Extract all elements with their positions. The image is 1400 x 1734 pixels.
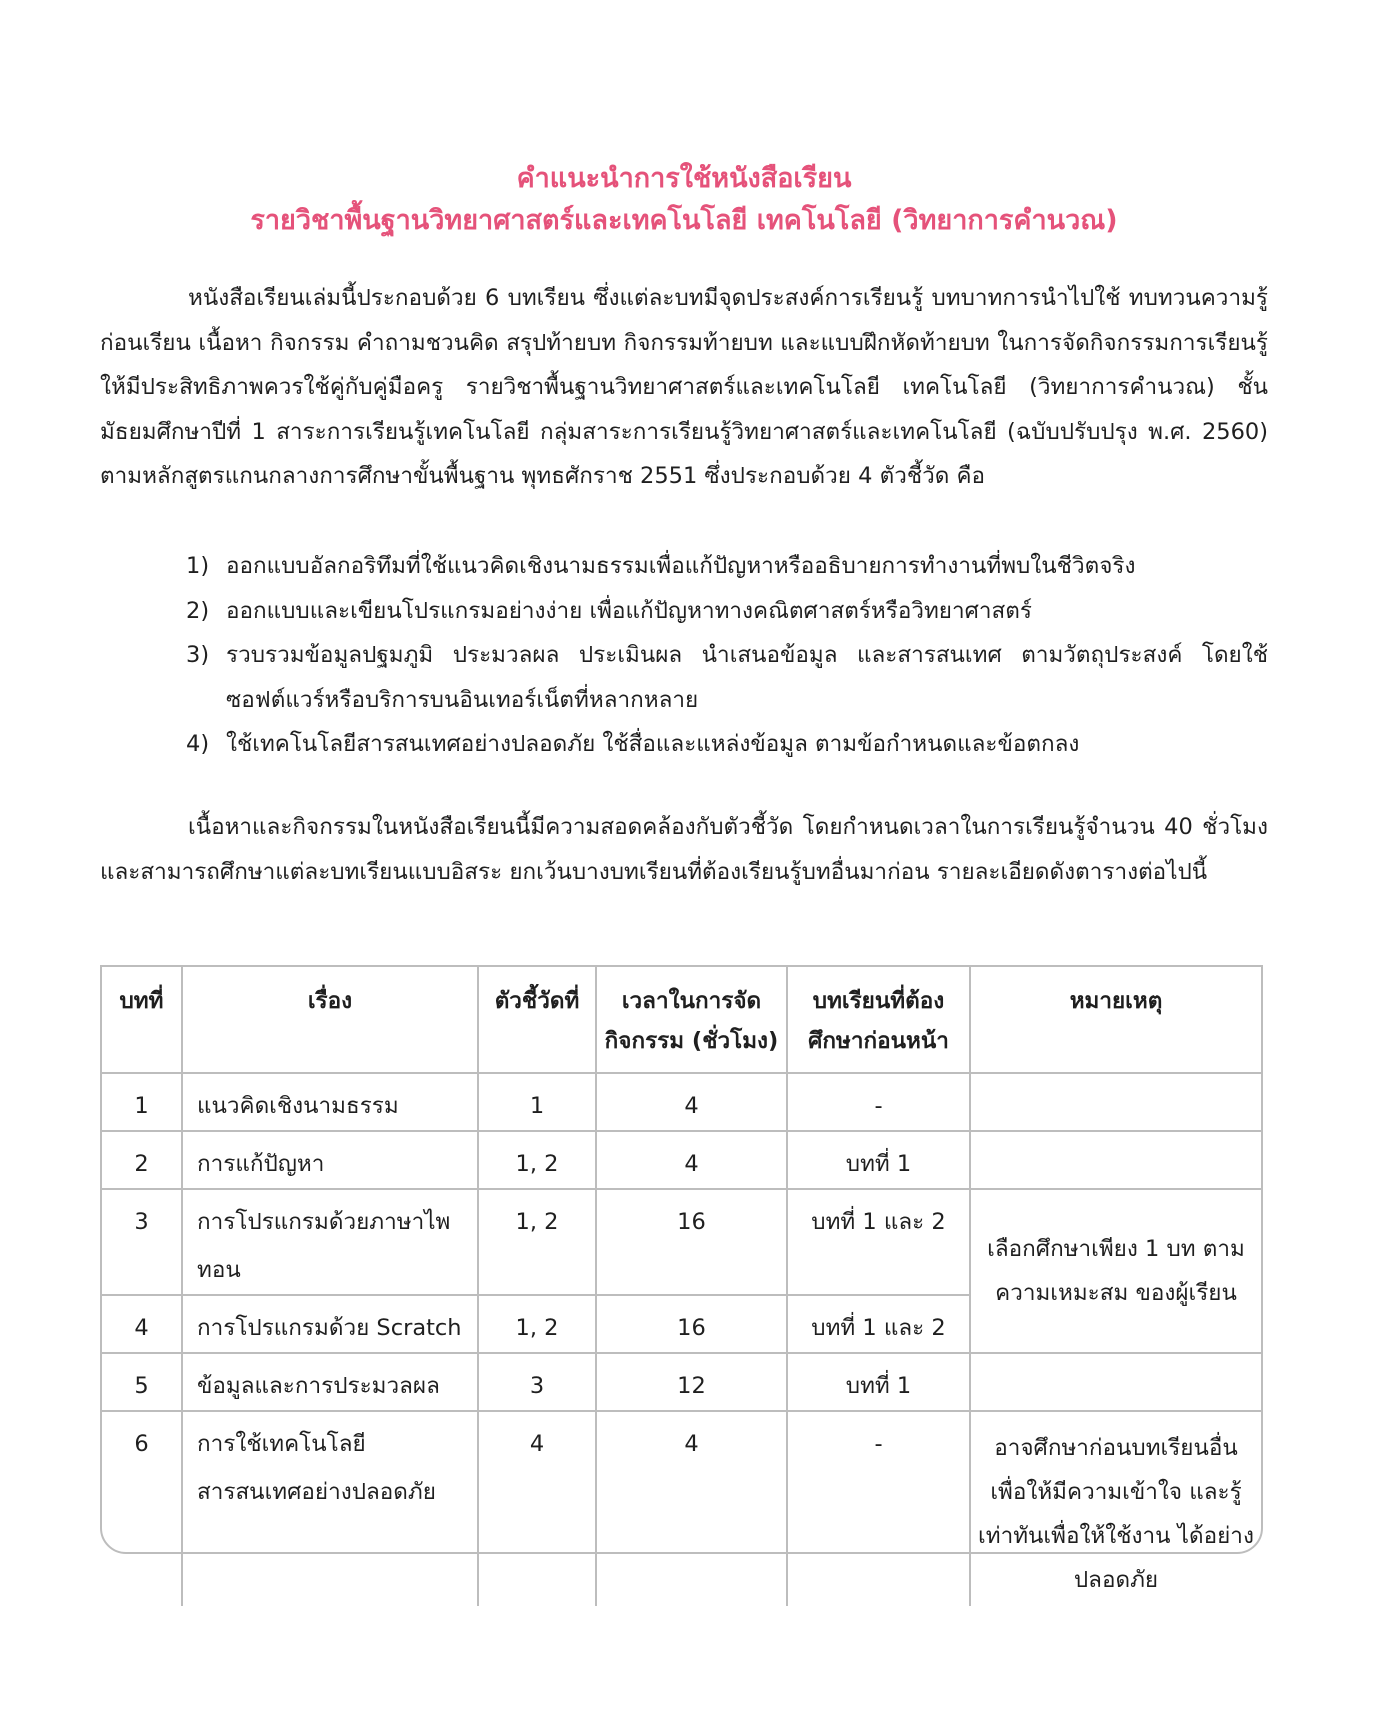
- objective-text: รวบรวมข้อมูลปฐมภูมิ ประมวลผล ประเมินผล นำเสนอข้อมูล และสารสนเทศ ตามวัตถุประสงค์ โดยใช้ซอฟต์แวร์หรือบริการบนอินเทอร์เน็ตที่หลากหลาย: [226, 642, 1268, 713]
- cell-hours: 16: [596, 1295, 787, 1353]
- header-hours-line1: เวลาในการจัด: [621, 988, 762, 1014]
- cell-prereq: บทที่ 1: [787, 1353, 970, 1411]
- header-indicator: ตัวชี้วัดที่: [478, 967, 596, 1073]
- cell-note: [970, 1131, 1261, 1189]
- objective-text: ใช้เทคโนโลยีสารสนเทศอย่างปลอดภัย ใช้สื่อและแหล่งข้อมูล ตามข้อกำหนดและข้อตกลง: [226, 731, 1080, 757]
- objective-number: 3): [186, 642, 210, 668]
- page-title: [100, 158, 1268, 242]
- cell-hours: 12: [596, 1353, 787, 1411]
- objective-text: ออกแบบและเขียนโปรแกรมอย่างง่าย เพื่อแก้ปัญหาทางคณิตศาสตร์หรือวิทยาศาสตร์: [226, 597, 1032, 624]
- header-hours-line2: กิจกรรม (ชั่วโมง): [604, 1028, 779, 1054]
- cell-prereq: บทที่ 1: [787, 1131, 970, 1189]
- cell-chapter: 2: [102, 1131, 182, 1189]
- objectives-list: [186, 544, 1268, 767]
- cell-chapter: 1: [102, 1073, 182, 1131]
- cell-topic: การใช้เทคโนโลยีสารสนเทศอย่างปลอดภัย: [182, 1411, 478, 1606]
- cell-topic: การโปรแกรมด้วย Scratch: [182, 1295, 478, 1353]
- cell-hours: 4: [596, 1073, 787, 1131]
- cell-note-safe-use: อาจศึกษาก่อนบทเรียนอื่น เพื่อให้มีความเข้าใจ และรู้เท่าทันเพื่อให้ใช้งาน ได้อย่างปลอดภัย: [970, 1411, 1261, 1606]
- cell-prereq: -: [787, 1073, 970, 1131]
- cell-chapter: 5: [102, 1353, 182, 1411]
- cell-prereq: บทที่ 1 และ 2: [787, 1295, 970, 1353]
- objective-item: [186, 589, 1268, 634]
- cell-indicator: 4: [478, 1411, 596, 1606]
- cell-indicator: 1, 2: [478, 1189, 596, 1295]
- cell-note: [970, 1073, 1261, 1131]
- table-row: [102, 1353, 1261, 1411]
- cell-hours: 4: [596, 1411, 787, 1606]
- table-header-row: [102, 967, 1261, 1073]
- objective-item: [186, 633, 1268, 722]
- header-topic: เรื่อง: [182, 967, 478, 1073]
- cell-indicator: 1, 2: [478, 1295, 596, 1353]
- cell-topic: แนวคิดเชิงนามธรรม: [182, 1073, 478, 1131]
- objective-number: 1): [186, 553, 210, 579]
- cell-chapter: 4: [102, 1295, 182, 1353]
- title-line-1: คำแนะนำการใช้หนังสือเรียน: [516, 163, 852, 194]
- intro-paragraph: หนังสือเรียนเล่มนี้ประกอบด้วย 6 บทเรียน ซึ่งแต่ละบทมีจุดประสงค์การเรียนรู้ บทบาทการนำไปใช้ ทบทวนความรู้ก่อนเรียน เนื้อหา กิจกรรม คำถามชวนคิด สรุปท้ายบท กิจกรรมท้ายบท และแบบฝึกหัดท้ายบท ในการจัดกิจกรรมการเรียนรู้ให้มีประสิทธิภาพควรใช้คู่กับคู่มือครู รายวิชาพื้นฐานวิทยาศาสตร์และเทคโนโลยี เทคโนโลยี (วิทยาการคำนวณ) ชั้นมัธยมศึกษาปีที่ 1 สาระการเรียนรู้เทคโนโลยี กลุ่มสาระการเรียนรู้วิทยาศาสตร์และเทคโนโลยี (ฉบับปรับปรุง พ.ศ. 2560) ตามหลักสูตรแกนกลางการศึกษาขั้นพื้นฐาน พุทธศักราช 2551 ซึ่งประกอบด้วย 4 ตัวชี้วัด คือ: [100, 285, 1268, 489]
- cell-indicator: 1, 2: [478, 1131, 596, 1189]
- table-row: [102, 1189, 1261, 1295]
- objective-item: [186, 544, 1268, 589]
- table-row: [102, 1073, 1261, 1131]
- cell-hours: 16: [596, 1189, 787, 1295]
- cell-hours: 4: [596, 1131, 787, 1189]
- title-line-2: รายวิชาพื้นฐานวิทยาศาสตร์และเทคโนโลยี เทคโนโลยี (วิทยาการคำนวณ): [250, 205, 1118, 236]
- table-row: [102, 1411, 1261, 1606]
- cell-note: [970, 1353, 1261, 1411]
- cell-topic: การโปรแกรมด้วยภาษาไพทอน: [182, 1189, 478, 1295]
- objective-number: 4): [186, 731, 210, 757]
- header-prereq: [787, 967, 970, 1073]
- cell-topic: ข้อมูลและการประมวลผล: [182, 1353, 478, 1411]
- cell-chapter: 6: [102, 1411, 182, 1606]
- header-prereq-line2: ศึกษาก่อนหน้า: [808, 1028, 949, 1054]
- content-paragraph: เนื้อหาและกิจกรรมในหนังสือเรียนนี้มีความสอดคล้องกับตัวชี้วัด โดยกำหนดเวลาในการเรียนรู้จำนวน 40 ชั่วโมง และสามารถศึกษาแต่ละบทเรียนแบบอิสระ ยกเว้นบางบทเรียนที่ต้องเรียนรู้บทอื่นมาก่อน รายละเอียดดังตารางต่อไปนี้: [100, 814, 1268, 885]
- cell-chapter: 3: [102, 1189, 182, 1295]
- cell-note-choose-one: เลือกศึกษาเพียง 1 บท ตามความเหมะสม ของผู้เรียน: [970, 1189, 1261, 1353]
- header-chapter: บทที่: [102, 967, 182, 1073]
- table-row: [102, 1131, 1261, 1189]
- cell-prereq: -: [787, 1411, 970, 1606]
- header-note: หมายเหตุ: [970, 967, 1261, 1073]
- objective-text: ออกแบบอัลกอริทึมที่ใช้แนวคิดเชิงนามธรรมเพื่อแก้ปัญหาหรืออธิบายการทำงานที่พบในชีวิตจริง: [226, 553, 1136, 579]
- objective-number: 2): [186, 597, 210, 624]
- cell-topic: การแก้ปัญหา: [182, 1131, 478, 1189]
- objective-item: [186, 722, 1268, 767]
- header-hours: [596, 967, 787, 1073]
- header-prereq-line1: บทเรียนที่ต้อง: [812, 988, 945, 1014]
- chapter-table: [100, 965, 1263, 1593]
- chapter-table-grid: [102, 967, 1261, 1606]
- cell-prereq: บทที่ 1 และ 2: [787, 1189, 970, 1295]
- cell-indicator: 1: [478, 1073, 596, 1131]
- cell-indicator: 3: [478, 1353, 596, 1411]
